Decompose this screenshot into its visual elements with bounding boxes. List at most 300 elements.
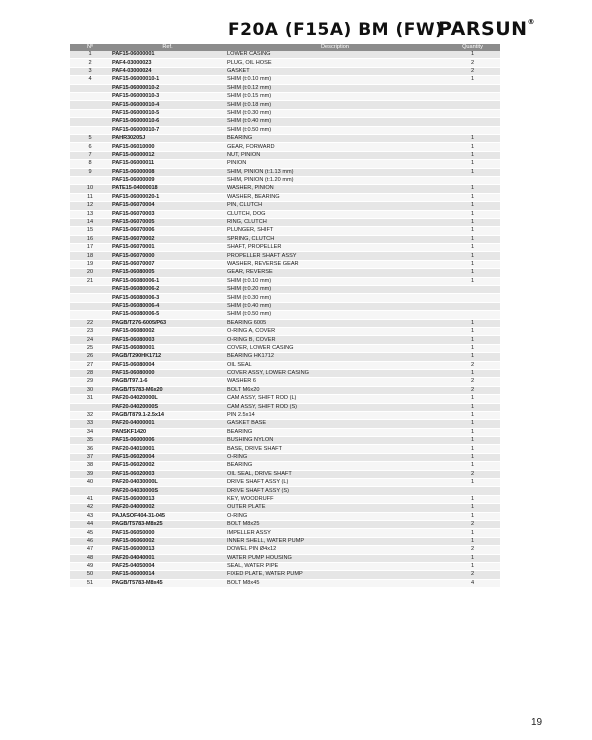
part-description-cell: WASHER, REVERSE GEAR [225, 260, 445, 268]
table-row [70, 118, 500, 126]
part-quantity-cell: 1 [445, 529, 500, 537]
part-ref-cell: PAGB/T290HK1712 [110, 353, 225, 361]
parts-table-body [70, 51, 500, 588]
part-number-cell: 31 [70, 395, 110, 403]
part-number-cell: 40 [70, 479, 110, 487]
part-number-cell: 23 [70, 327, 110, 335]
part-description-cell: CLUTCH, DOG [225, 210, 445, 218]
page-header [0, 18, 592, 46]
part-number-cell: 33 [70, 420, 110, 428]
part-description-cell: BEARING [225, 428, 445, 436]
part-number-cell [70, 403, 110, 411]
part-description-cell: COVER, LOWER CASING [225, 344, 445, 352]
part-number-cell: 4 [70, 76, 110, 84]
part-description-cell: CAM ASSY, SHIFT ROD (S) [225, 403, 445, 411]
part-number-cell: 32 [70, 411, 110, 419]
part-description-cell: GASKET BASE [225, 420, 445, 428]
table-row [70, 453, 500, 461]
part-description-cell: PINION [225, 160, 445, 168]
parts-table-header [70, 44, 500, 51]
part-quantity-cell: 1 [445, 537, 500, 545]
table-row [70, 235, 500, 243]
part-description-cell: PIN, CLUTCH [225, 202, 445, 210]
part-description-cell: WASHER, PINION [225, 185, 445, 193]
table-row [70, 244, 500, 252]
table-row [70, 487, 500, 495]
part-description-cell: O-RING B, COVER [225, 336, 445, 344]
part-description-cell: SPRING, CLUTCH [225, 235, 445, 243]
part-number-cell: 3 [70, 67, 110, 75]
part-description-cell: PIN 2.5x14 [225, 411, 445, 419]
part-ref-cell: PAF15-06070005 [110, 218, 225, 226]
part-description-cell: PLUG, OIL HOSE [225, 59, 445, 67]
part-description-cell: GEAR, FORWARD [225, 143, 445, 151]
part-ref-cell: PAF15-06080006-2 [110, 286, 225, 294]
part-number-cell: 12 [70, 202, 110, 210]
part-ref-cell: PAF15-06080006-1 [110, 277, 225, 285]
part-description-cell: WASHER, BEARING [225, 193, 445, 201]
part-quantity-cell: 1 [445, 227, 500, 235]
part-number-cell [70, 487, 110, 495]
table-row [70, 562, 500, 570]
part-number-cell [70, 101, 110, 109]
part-description-cell: SHIM (t:0.50 mm) [225, 126, 445, 134]
part-quantity-cell: 1 [445, 160, 500, 168]
part-ref-cell: PAF15-06000014 [110, 571, 225, 579]
part-number-cell: 10 [70, 185, 110, 193]
part-number-cell: 21 [70, 277, 110, 285]
part-ref-cell: PAF15-06080006-5 [110, 311, 225, 319]
table-row [70, 176, 500, 184]
table-row [70, 277, 500, 285]
part-ref-cell: PAF15-06070002 [110, 235, 225, 243]
part-quantity-cell: 2 [445, 546, 500, 554]
table-row [70, 327, 500, 335]
part-ref-cell: PAF15-06000011 [110, 160, 225, 168]
part-number-cell: 30 [70, 386, 110, 394]
part-quantity-cell: 1 [445, 495, 500, 503]
part-number-cell [70, 286, 110, 294]
table-row [70, 252, 500, 260]
table-row [70, 495, 500, 503]
table-row [70, 420, 500, 428]
part-number-cell: 44 [70, 520, 110, 528]
column-header-number: Nº [70, 44, 110, 51]
table-row [70, 579, 500, 587]
part-description-cell: BEARING 6005 [225, 319, 445, 327]
part-number-cell: 14 [70, 218, 110, 226]
part-number-cell [70, 93, 110, 101]
part-description-cell: LOWER CASING [225, 51, 445, 59]
table-row [70, 353, 500, 361]
part-quantity-cell: 1 [445, 445, 500, 453]
part-number-cell: 49 [70, 562, 110, 570]
part-ref-cell: PAF15-06020002 [110, 462, 225, 470]
part-quantity-cell [445, 118, 500, 126]
part-quantity-cell: 1 [445, 512, 500, 520]
part-number-cell: 25 [70, 344, 110, 352]
part-quantity-cell: 1 [445, 244, 500, 252]
part-quantity-cell: 1 [445, 218, 500, 226]
part-description-cell: SHIM (t:0.20 mm) [225, 286, 445, 294]
part-quantity-cell [445, 126, 500, 134]
table-row [70, 411, 500, 419]
table-row [70, 59, 500, 67]
column-header-description: Description [225, 44, 445, 51]
part-description-cell: SHIM, PINION (t:1.13 mm) [225, 168, 445, 176]
part-quantity-cell: 1 [445, 420, 500, 428]
part-quantity-cell: 2 [445, 386, 500, 394]
part-number-cell: 22 [70, 319, 110, 327]
part-ref-cell: PAF25-04050004 [110, 562, 225, 570]
part-ref-cell: PAF20-04020000S [110, 403, 225, 411]
part-ref-cell: PAF15-06000009 [110, 176, 225, 184]
table-row [70, 286, 500, 294]
part-description-cell: NUT, PINION [225, 151, 445, 159]
part-number-cell: 26 [70, 353, 110, 361]
part-number-cell: 1 [70, 51, 110, 59]
part-quantity-cell: 1 [445, 554, 500, 562]
part-description-cell: O-RING [225, 512, 445, 520]
part-quantity-cell [445, 84, 500, 92]
part-ref-cell: PAF15-06010000 [110, 143, 225, 151]
part-quantity-cell: 1 [445, 395, 500, 403]
part-ref-cell: PAJASOF404-31-045 [110, 512, 225, 520]
part-number-cell [70, 294, 110, 302]
part-number-cell: 50 [70, 571, 110, 579]
table-row [70, 504, 500, 512]
table-row [70, 160, 500, 168]
table-row [70, 168, 500, 176]
part-description-cell: BOLT M8x45 [225, 579, 445, 587]
part-number-cell: 35 [70, 437, 110, 445]
table-row [70, 311, 500, 319]
part-number-cell: 41 [70, 495, 110, 503]
part-quantity-cell: 1 [445, 428, 500, 436]
table-row [70, 403, 500, 411]
part-ref-cell: PAF20-04000001 [110, 420, 225, 428]
part-ref-cell: PAF15-06080001 [110, 344, 225, 352]
part-quantity-cell: 1 [445, 411, 500, 419]
table-row [70, 294, 500, 302]
part-quantity-cell [445, 311, 500, 319]
part-ref-cell: PAF15-06000020-1 [110, 193, 225, 201]
table-row [70, 537, 500, 545]
part-number-cell: 9 [70, 168, 110, 176]
part-ref-cell: PAF20-04030000S [110, 487, 225, 495]
part-number-cell [70, 118, 110, 126]
part-description-cell: BOLT M8x25 [225, 520, 445, 528]
part-quantity-cell [445, 109, 500, 117]
part-number-cell: 17 [70, 244, 110, 252]
table-row [70, 386, 500, 394]
part-quantity-cell: 1 [445, 353, 500, 361]
part-ref-cell: PAF15-06000010-5 [110, 109, 225, 117]
part-number-cell: 46 [70, 537, 110, 545]
part-ref-cell: PAF15-06000010-2 [110, 84, 225, 92]
part-number-cell: 45 [70, 529, 110, 537]
table-row [70, 185, 500, 193]
part-number-cell: 43 [70, 512, 110, 520]
part-ref-cell: PAF15-06070000 [110, 252, 225, 260]
part-description-cell: BOLT M6x20 [225, 386, 445, 394]
part-description-cell: SHIM (t:0.10 mm) [225, 76, 445, 84]
part-description-cell: FIXED PLATE, WATER PUMP [225, 571, 445, 579]
table-row [70, 202, 500, 210]
part-ref-cell: PAF20-04030000L [110, 479, 225, 487]
part-description-cell: SHIM (t:0.18 mm) [225, 101, 445, 109]
part-description-cell: COVER ASSY, LOWER CASING [225, 369, 445, 377]
part-description-cell: WATER PUMP HOUSING [225, 554, 445, 562]
part-description-cell: DRIVE SHAFT ASSY (L) [225, 479, 445, 487]
table-row [70, 93, 500, 101]
part-description-cell: BASE, DRIVE SHAFT [225, 445, 445, 453]
part-quantity-cell: 1 [445, 210, 500, 218]
table-row [70, 76, 500, 84]
part-description-cell: OIL SEAL, DRIVE SHAFT [225, 470, 445, 478]
part-ref-cell: PAGB/T5783-M8x25 [110, 520, 225, 528]
part-ref-cell: PAF20-04000002 [110, 504, 225, 512]
part-ref-cell: PAGB/T5783-M8x45 [110, 579, 225, 587]
part-ref-cell: PAF15-06000010-4 [110, 101, 225, 109]
table-row [70, 520, 500, 528]
part-ref-cell: PAF15-06080002 [110, 327, 225, 335]
part-number-cell: 28 [70, 369, 110, 377]
part-number-cell [70, 126, 110, 134]
part-description-cell: DRIVE SHAFT ASSY (S) [225, 487, 445, 495]
part-ref-cell: PAF20-04020000L [110, 395, 225, 403]
part-description-cell: CAM ASSY, SHIFT ROD (L) [225, 395, 445, 403]
part-number-cell: 6 [70, 143, 110, 151]
parts-table [70, 44, 500, 588]
part-ref-cell: PAF15-06050000 [110, 529, 225, 537]
part-description-cell: GASKET [225, 67, 445, 75]
table-row [70, 302, 500, 310]
part-ref-cell: PAF15-06070003 [110, 210, 225, 218]
part-number-cell: 5 [70, 135, 110, 143]
part-quantity-cell: 1 [445, 51, 500, 59]
part-ref-cell: PAF15-06000006 [110, 437, 225, 445]
part-number-cell: 13 [70, 210, 110, 218]
table-row [70, 395, 500, 403]
part-description-cell: GEAR, REVERSE [225, 269, 445, 277]
part-ref-cell: PAF15-06000010-1 [110, 76, 225, 84]
part-description-cell: KEY, WOODRUFF [225, 495, 445, 503]
part-description-cell: SHIM (t:0.30 mm) [225, 294, 445, 302]
column-header-quantity: Quantity [445, 44, 500, 51]
part-quantity-cell: 1 [445, 193, 500, 201]
part-quantity-cell: 1 [445, 403, 500, 411]
table-row [70, 445, 500, 453]
table-row [70, 51, 500, 59]
part-description-cell: INNER SHELL, WATER PUMP [225, 537, 445, 545]
part-ref-cell: PAF15-06080005 [110, 269, 225, 277]
table-row [70, 462, 500, 470]
part-quantity-cell: 1 [445, 202, 500, 210]
part-ref-cell: PATE15-04000018 [110, 185, 225, 193]
part-quantity-cell: 1 [445, 504, 500, 512]
table-row [70, 227, 500, 235]
table-row [70, 260, 500, 268]
table-row [70, 336, 500, 344]
part-description-cell: OUTER PLATE [225, 504, 445, 512]
table-row [70, 126, 500, 134]
part-ref-cell: PAF15-06060002 [110, 537, 225, 545]
part-number-cell: 37 [70, 453, 110, 461]
part-ref-cell: PAF15-06070007 [110, 260, 225, 268]
part-quantity-cell [445, 487, 500, 495]
part-quantity-cell: 1 [445, 168, 500, 176]
part-quantity-cell [445, 101, 500, 109]
part-description-cell: SHIM (t:0.12 mm) [225, 84, 445, 92]
table-row [70, 512, 500, 520]
part-number-cell: 34 [70, 428, 110, 436]
part-description-cell: SHIM (t:0.15 mm) [225, 93, 445, 101]
table-row [70, 109, 500, 117]
table-row [70, 344, 500, 352]
part-number-cell: 18 [70, 252, 110, 260]
part-ref-cell: PAF15-06070001 [110, 244, 225, 252]
part-quantity-cell: 1 [445, 479, 500, 487]
table-row [70, 143, 500, 151]
part-ref-cell: PAGB/T5783-M6x20 [110, 386, 225, 394]
part-ref-cell: PAF20-04010001 [110, 445, 225, 453]
part-quantity-cell: 1 [445, 327, 500, 335]
part-quantity-cell: 1 [445, 336, 500, 344]
part-quantity-cell: 2 [445, 67, 500, 75]
part-number-cell: 29 [70, 378, 110, 386]
part-quantity-cell: 1 [445, 185, 500, 193]
table-row [70, 529, 500, 537]
table-row [70, 135, 500, 143]
brand-logo [438, 18, 535, 40]
part-description-cell: O-RING A, COVER [225, 327, 445, 335]
table-row [70, 193, 500, 201]
table-row [70, 269, 500, 277]
table-row [70, 378, 500, 386]
part-description-cell: WASHER 6 [225, 378, 445, 386]
table-row [70, 210, 500, 218]
part-ref-cell: PAF20-04040001 [110, 554, 225, 562]
part-number-cell: 42 [70, 504, 110, 512]
part-ref-cell: PAF15-06000013 [110, 546, 225, 554]
part-number-cell: 47 [70, 546, 110, 554]
part-quantity-cell: 2 [445, 361, 500, 369]
part-quantity-cell [445, 302, 500, 310]
table-row [70, 319, 500, 327]
table-row [70, 101, 500, 109]
part-description-cell: DOWEL PIN Ø4x12 [225, 546, 445, 554]
part-number-cell: 16 [70, 235, 110, 243]
part-description-cell: SHIM (t:0.10 mm) [225, 277, 445, 285]
part-ref-cell: PAF15-06080006-3 [110, 294, 225, 302]
part-description-cell: BUSHING NYLON [225, 437, 445, 445]
part-quantity-cell [445, 286, 500, 294]
column-header-ref: Ref. [110, 44, 225, 51]
part-number-cell: 8 [70, 160, 110, 168]
page-number: 19 [531, 717, 543, 728]
part-quantity-cell [445, 93, 500, 101]
part-ref-cell: PAF15-06020003 [110, 470, 225, 478]
part-description-cell: BEARING [225, 462, 445, 470]
part-number-cell: 48 [70, 554, 110, 562]
part-ref-cell: PAGB/T97.1-6 [110, 378, 225, 386]
part-quantity-cell: 1 [445, 260, 500, 268]
part-ref-cell: PAF15-06000010-3 [110, 93, 225, 101]
table-row [70, 361, 500, 369]
part-ref-cell: PAF15-06000012 [110, 151, 225, 159]
table-row [70, 151, 500, 159]
part-description-cell: PROPELLER SHAFT ASSY [225, 252, 445, 260]
part-ref-cell: PAF15-06080006-4 [110, 302, 225, 310]
part-ref-cell: PAF15-06000010-7 [110, 126, 225, 134]
part-description-cell: SHIM (t:0.50 mm) [225, 311, 445, 319]
part-quantity-cell: 1 [445, 344, 500, 352]
part-description-cell: SHIM, PINION (t:1.20 mm) [225, 176, 445, 184]
table-row [70, 571, 500, 579]
table-row [70, 554, 500, 562]
part-quantity-cell: 2 [445, 470, 500, 478]
part-ref-cell: PAGB/T879.1-2.5x14 [110, 411, 225, 419]
part-number-cell [70, 84, 110, 92]
part-description-cell: SHAFT, PROPELLER [225, 244, 445, 252]
table-row [70, 67, 500, 75]
part-number-cell: 51 [70, 579, 110, 587]
brand-logo-text: PARSUN [438, 18, 528, 40]
part-number-cell: 39 [70, 470, 110, 478]
part-number-cell: 7 [70, 151, 110, 159]
part-ref-cell: PAF15-06080000 [110, 369, 225, 377]
part-quantity-cell: 1 [445, 277, 500, 285]
part-ref-cell: PAF15-06000010-6 [110, 118, 225, 126]
part-quantity-cell: 2 [445, 59, 500, 67]
part-number-cell: 15 [70, 227, 110, 235]
part-number-cell [70, 311, 110, 319]
part-ref-cell: PANSKF1420 [110, 428, 225, 436]
part-ref-cell: PAF15-06020004 [110, 453, 225, 461]
part-description-cell: IMPELLER ASSY [225, 529, 445, 537]
part-ref-cell: PAF15-06080004 [110, 361, 225, 369]
part-quantity-cell: 2 [445, 520, 500, 528]
part-ref-cell: PAHR30205J [110, 135, 225, 143]
part-ref-cell: PAF15-06000008 [110, 168, 225, 176]
table-row [70, 470, 500, 478]
part-quantity-cell: 1 [445, 76, 500, 84]
part-quantity-cell: 1 [445, 437, 500, 445]
part-description-cell: SHIM (t:0.30 mm) [225, 109, 445, 117]
part-quantity-cell: 1 [445, 319, 500, 327]
part-number-cell: 19 [70, 260, 110, 268]
part-number-cell [70, 176, 110, 184]
part-number-cell: 24 [70, 336, 110, 344]
part-number-cell: 36 [70, 445, 110, 453]
part-ref-cell: PAGB/T276-6005/P63 [110, 319, 225, 327]
part-description-cell: BEARING HK1712 [225, 353, 445, 361]
part-description-cell: SEAL, WATER PIPE [225, 562, 445, 570]
part-quantity-cell: 1 [445, 235, 500, 243]
part-number-cell [70, 302, 110, 310]
part-quantity-cell [445, 294, 500, 302]
part-description-cell: BEARING [225, 135, 445, 143]
part-quantity-cell: 1 [445, 252, 500, 260]
part-quantity-cell: 4 [445, 579, 500, 587]
table-row [70, 546, 500, 554]
part-ref-cell: PAF15-06070006 [110, 227, 225, 235]
part-ref-cell: PAF15-06000013 [110, 495, 225, 503]
part-ref-cell: PAF15-06000001 [110, 51, 225, 59]
part-quantity-cell: 1 [445, 269, 500, 277]
part-ref-cell: PAF15-06070004 [110, 202, 225, 210]
